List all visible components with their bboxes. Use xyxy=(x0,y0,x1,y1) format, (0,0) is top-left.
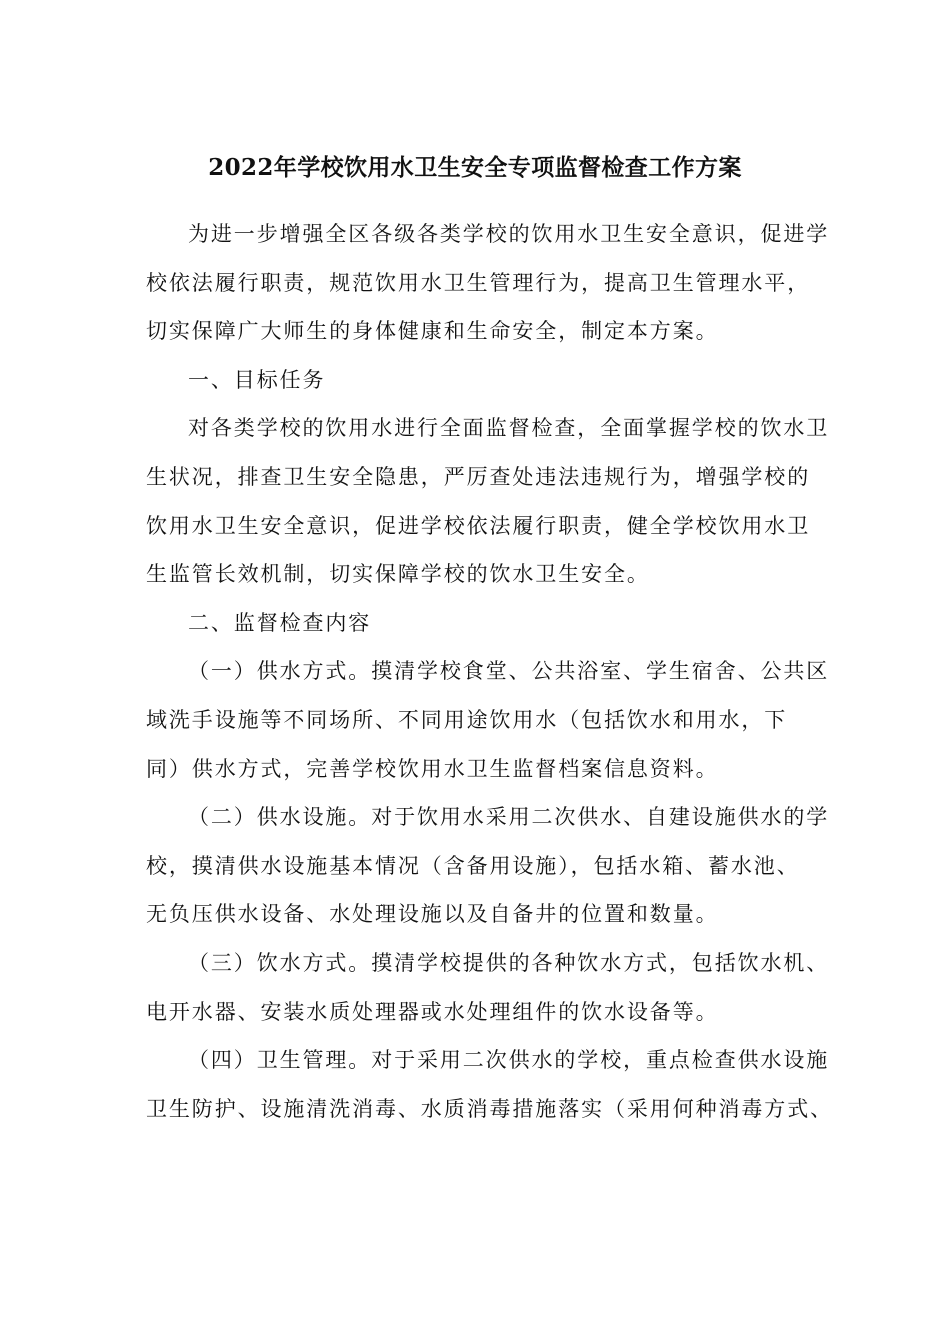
section-heading: 二、监督检查内容 xyxy=(188,610,372,635)
text-line: 域洗手设施等不同场所、不同用途饮用水（包括饮水和用水，下 xyxy=(146,707,788,732)
document-title: 2022年学校饮用水卫生安全专项监督检查工作方案 xyxy=(208,154,742,181)
text-line: （四）卫生管理。对于采用二次供水的学校，重点检查供水设施 xyxy=(188,1048,830,1073)
text-line: 校，摸清供水设施基本情况（含备用设施），包括水箱、蓄水池、 xyxy=(146,853,800,878)
text-line: 无负压供水设备、水处理设施以及自备井的位置和数量。 xyxy=(146,902,719,927)
text-line: 切实保障广大师生的身体健康和生命安全，制定本方案。 xyxy=(146,319,719,344)
text-line: （二）供水设施。对于饮用水采用二次供水、自建设施供水的学 xyxy=(188,805,830,830)
text-line: 饮用水卫生安全意识，促进学校依法履行职责，健全学校饮用水卫 xyxy=(146,513,811,538)
text-line: 校依法履行职责，规范饮用水卫生管理行为，提高卫生管理水平， xyxy=(146,270,811,295)
text-line: 同）供水方式，完善学校饮用水卫生监督档案信息资料。 xyxy=(146,756,719,781)
section-heading: 一、目标任务 xyxy=(188,367,326,392)
text-line: 生监管长效机制，切实保障学校的饮水卫生安全。 xyxy=(146,562,650,587)
text-line: （三）饮水方式。摸清学校提供的各种饮水方式，包括饮水机、 xyxy=(188,950,830,975)
text-line: 为进一步增强全区各级各类学校的饮用水卫生安全意识，促进学 xyxy=(188,222,830,246)
document-body xyxy=(146,210,833,1133)
text-line: 对各类学校的饮用水进行全面监督检查，全面掌握学校的饮水卫 xyxy=(188,416,830,441)
text-line: 电开水器、安装水质处理器或水处理组件的饮水设备等。 xyxy=(146,999,719,1024)
text-line: 生状况，排查卫生安全隐患，严厉查处违法违规行为，增强学校的 xyxy=(146,464,811,489)
text-line: 卫生防护、设施清洗消毒、水质消毒措施落实（采用何种消毒方式、 xyxy=(146,1096,833,1121)
text-line: （一）供水方式。摸清学校食堂、公共浴室、学生宿舍、公共区 xyxy=(188,659,830,684)
